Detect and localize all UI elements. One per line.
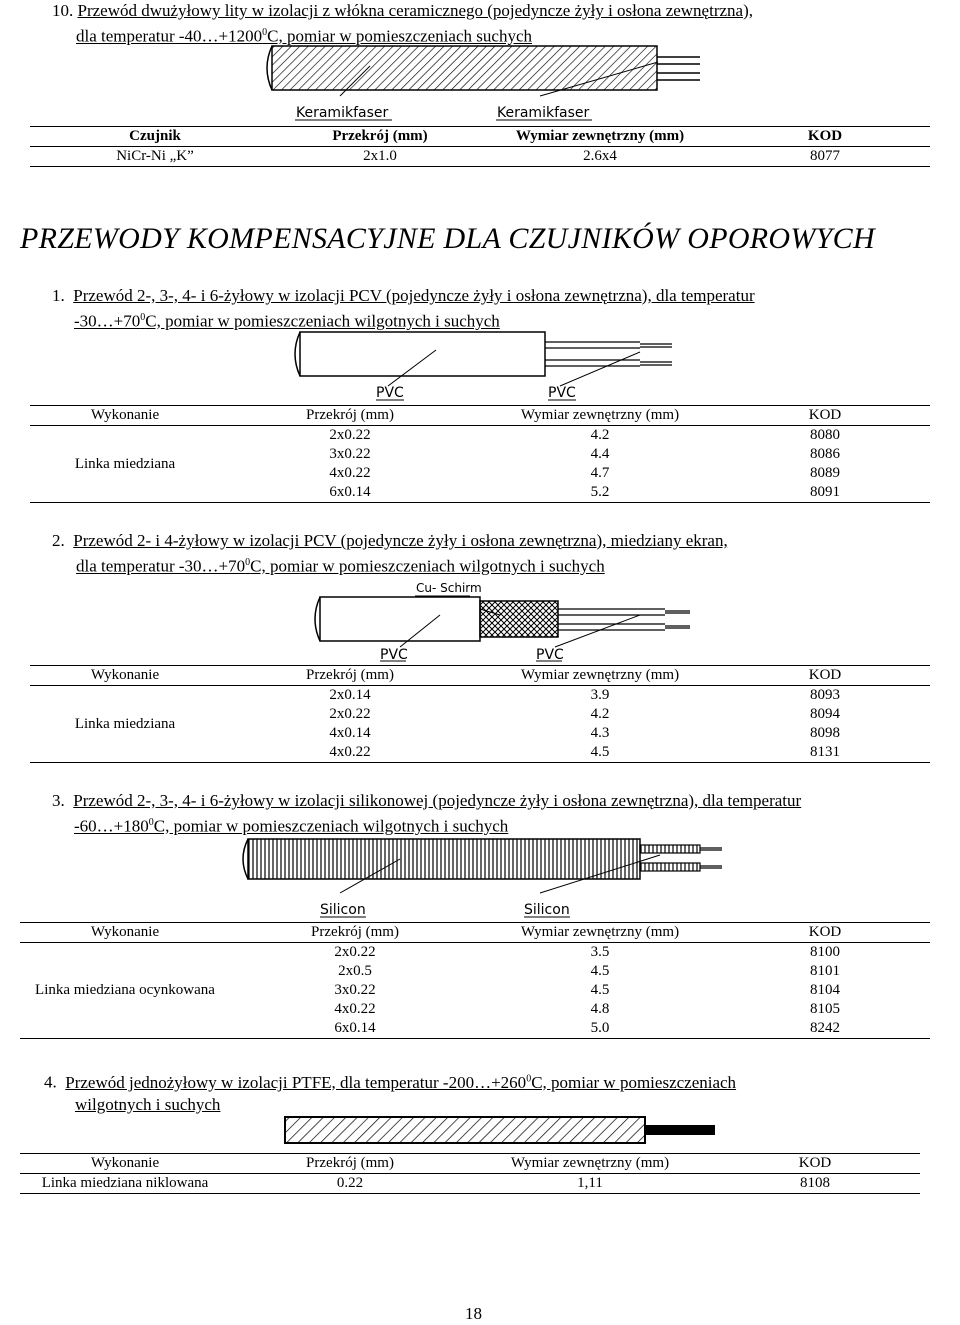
table-cell: 4.8 — [590, 1001, 610, 1017]
table-header: Wykonanie — [20, 1154, 230, 1174]
table-cell: 8077 — [720, 147, 930, 167]
table-cell: 8101 — [810, 963, 840, 979]
table-cell: 4.3 — [590, 725, 610, 741]
table-cell: 4.5 — [480, 743, 720, 763]
section2-drawing-label-2: PVC — [536, 647, 564, 663]
section4-table — [20, 1153, 920, 1194]
table-header: Wymiar zewnętrzny (mm) — [480, 666, 720, 686]
table-header: Wykonanie — [30, 406, 220, 426]
section2-heading — [52, 530, 952, 578]
table-cell: NiCr-Ni „K” — [30, 147, 280, 167]
table-header: Przekrój (mm) — [280, 127, 480, 147]
section1-cable-drawing — [0, 330, 960, 410]
table-header: KOD — [720, 666, 930, 686]
section10-cable-drawing — [0, 40, 960, 130]
section1-title-line1: Przewód 2-, 3-, 4- i 6-żyłowy w izolacji PCV (pojedyncze żyły i osłona zewnętrzna), dla temperatur — [73, 286, 755, 305]
section3-degree-sup: 0 — [148, 817, 154, 828]
table-header: Przekrój (mm) — [230, 1154, 470, 1174]
table-cell: 4x0.22 — [220, 743, 480, 763]
page-number: 18 — [465, 1304, 482, 1323]
section10-degree-sup: 0 — [262, 27, 268, 38]
section10-drawing-label-1: Keramikfaser — [296, 105, 389, 121]
table-header: Czujnik — [30, 127, 280, 147]
table-header: Przekrój (mm) — [230, 923, 480, 943]
table-cell: 4x0.22 — [329, 465, 371, 481]
table-cell: 4.5 — [590, 963, 610, 979]
table-cell: 1,11 — [470, 1174, 710, 1194]
section3-title-line2-pre: -60…+180 — [74, 816, 149, 836]
table-header: Wykonanie — [20, 923, 230, 943]
table-cell: 2x0.22 — [334, 944, 376, 960]
section2-table — [30, 665, 930, 763]
table-cell: 8080 — [810, 427, 840, 443]
table-cell: 8131 — [720, 743, 930, 763]
group-label: Linka miedziana ocynkowana — [20, 943, 230, 1039]
table-header: Wykonanie — [30, 666, 220, 686]
table-cell: 2x1.0 — [280, 147, 480, 167]
table-cell: 5.2 — [480, 483, 720, 503]
section4-title-line2: wilgotnych i suchych — [75, 1094, 221, 1114]
table-cell: 8105 — [810, 1001, 840, 1017]
table-cell: 8086 — [810, 446, 840, 462]
section3-table — [20, 922, 930, 1039]
section10-drawing-label-2: Keramikfaser — [497, 105, 590, 121]
table-row — [30, 147, 930, 167]
table-cell: 0.22 — [230, 1174, 470, 1194]
section2-drawing-label-shield: Cu- Schirm — [416, 581, 482, 595]
section2-title-line2-post: C, pomiar w pomieszczeniach wilgotnych i suchych — [250, 556, 605, 576]
section3-title-line1: Przewód 2-, 3-, 4- i 6-żyłowy w izolacji silikonowej (pojedyncze żyły i osłona zewnętrzna), dla temperatur — [73, 791, 802, 810]
table-header: Przekrój (mm) — [220, 406, 480, 426]
table-header: Wymiar zewnętrzny (mm) — [470, 1154, 710, 1174]
table-cell: 4x0.14 — [329, 725, 371, 741]
section3-drawing-label-1: Silicon — [320, 902, 366, 918]
table-cell: 8104 — [810, 982, 840, 998]
table-cell: 2x0.22 — [329, 706, 371, 722]
section1-degree-sup: 0 — [140, 312, 146, 323]
table-row — [30, 686, 930, 706]
table-cell: 2.6x4 — [480, 147, 720, 167]
table-cell: 8091 — [720, 483, 930, 503]
group-label: Linka miedziana — [30, 686, 220, 763]
table-cell: 4.2 — [590, 427, 610, 443]
section2-number: 2. — [52, 531, 65, 550]
table-cell: 8100 — [810, 944, 840, 960]
section4-title-line1-pre: Przewód jednożyłowy w izolacji PTFE, dla temperatur -200…+260 — [65, 1072, 527, 1092]
section2-title-line2-pre: dla temperatur -30…+70 — [76, 556, 246, 576]
table-cell: 3.5 — [590, 944, 610, 960]
table-cell: 4x0.22 — [334, 1001, 376, 1017]
section10-title-line2-pre: dla temperatur -40…+1200 — [76, 26, 263, 46]
section2-cable-drawing — [0, 575, 960, 665]
section3-heading — [52, 790, 957, 838]
section4-title-line1-post: C, pomiar w pomieszczeniach — [531, 1072, 737, 1092]
table-cell: 3x0.22 — [334, 982, 376, 998]
section1-drawing-label-2: PVC — [548, 385, 576, 401]
table-cell: Linka miedziana niklowana — [20, 1174, 230, 1194]
table-cell: 3x0.22 — [329, 446, 371, 462]
table-header: KOD — [720, 406, 930, 426]
table-header: KOD — [710, 1154, 920, 1174]
section3-cable-drawing — [0, 835, 960, 920]
section2-drawing-label-1: PVC — [380, 647, 408, 663]
section4-cable-drawing — [0, 1112, 960, 1152]
table-cell: 8089 — [810, 465, 840, 481]
section1-table — [30, 405, 930, 503]
table-header: KOD — [720, 127, 930, 147]
table-cell: 6x0.14 — [220, 483, 480, 503]
section4-degree-sup: 0 — [526, 1073, 532, 1084]
section10-table — [30, 126, 930, 167]
table-cell: 5.0 — [480, 1019, 720, 1039]
table-row — [20, 1174, 920, 1194]
table-row — [30, 426, 930, 446]
table-cell: 8098 — [810, 725, 840, 741]
table-cell: 8093 — [810, 687, 840, 703]
table-cell: 8108 — [710, 1174, 920, 1194]
section3-number: 3. — [52, 791, 65, 810]
section3-title-line2-post: C, pomiar w pomieszczeniach wilgotnych i suchych — [153, 816, 509, 836]
table-cell: 2x0.5 — [338, 963, 372, 979]
table-cell: 4.2 — [590, 706, 610, 722]
section1-heading — [52, 285, 952, 333]
section1-drawing-label-1: PVC — [376, 385, 404, 401]
section1-title-line2-pre: -30…+70 — [74, 311, 141, 331]
table-cell: 2x0.22 — [329, 427, 371, 443]
table-cell: 3.9 — [590, 687, 610, 703]
table-header: Przekrój (mm) — [220, 666, 480, 686]
table-cell: 4.5 — [590, 982, 610, 998]
section4-number: 4. — [44, 1072, 57, 1092]
table-cell: 6x0.14 — [230, 1019, 480, 1039]
table-cell: 4.7 — [590, 465, 610, 481]
table-header: Wymiar zewnętrzny (mm) — [480, 127, 720, 147]
table-cell: 2x0.14 — [329, 687, 371, 703]
section10-number: 10. — [52, 1, 74, 20]
main-title: PRZEWODY KOMPENSACYJNE DLA CZUJNIKÓW OPOROWYCH — [20, 222, 875, 255]
section10-title-line2-post: C, pomiar w pomieszczeniach suchych — [267, 26, 532, 46]
table-header: Wymiar zewnętrzny (mm) — [480, 923, 720, 943]
section1-number: 1. — [52, 286, 65, 305]
section2-title-line1: Przewód 2- i 4-żyłowy w izolacji PCV (pojedyncze żyły i osłona zewnętrzna), miedziany ekran, — [73, 531, 728, 550]
table-cell: 8242 — [720, 1019, 930, 1039]
table-cell: 8094 — [810, 706, 840, 722]
table-header: KOD — [720, 923, 930, 943]
section1-title-line2-post: C, pomiar w pomieszczeniach wilgotnych i suchych — [145, 311, 500, 331]
section4-heading — [44, 1068, 954, 1116]
section3-drawing-label-2: Silicon — [524, 902, 570, 918]
section10-title-line1: Przewód dwużyłowy lity w izolacji z włókna ceramicznego (pojedyncze żyły i osłona zewnętrzna), — [77, 1, 753, 20]
table-header: Wymiar zewnętrzny (mm) — [480, 406, 720, 426]
table-row — [20, 943, 930, 963]
group-label: Linka miedziana — [30, 426, 220, 503]
table-cell: 4.4 — [590, 446, 610, 462]
section2-degree-sup: 0 — [245, 557, 251, 568]
